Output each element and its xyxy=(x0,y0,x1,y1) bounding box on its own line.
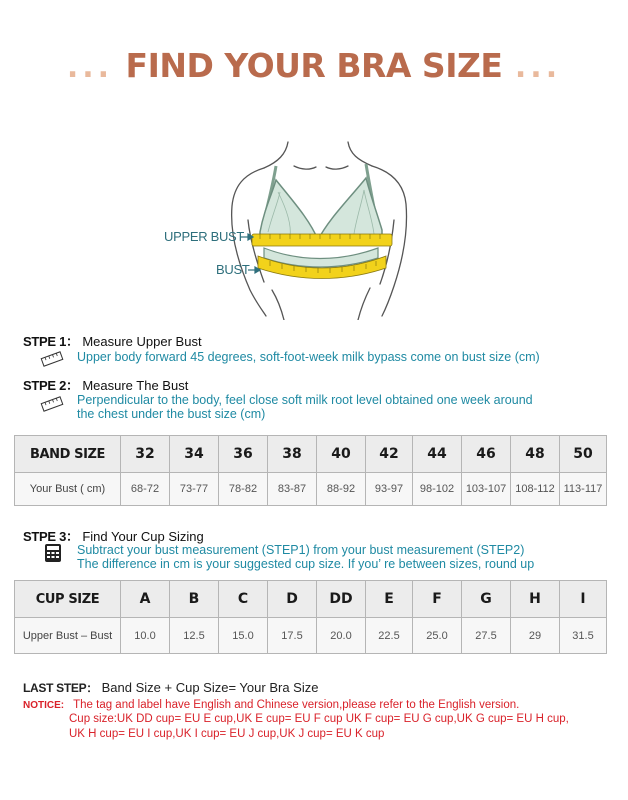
difference-cell: 15.0 xyxy=(219,618,268,654)
title-dots-right: ... xyxy=(514,50,562,85)
last-step-text: Band Size + Cup Size= Your Bra Size xyxy=(101,680,319,695)
step-2-title: Measure The Bust xyxy=(82,378,189,393)
step-2-label: STPE 2： xyxy=(23,378,79,393)
band-size-cell: 34 xyxy=(170,436,219,473)
step-3-description-line-1: Subtract your bust measurement (STEP1) from your bust measurement (STEP2) xyxy=(77,543,525,557)
upper-bust-label: UPPER BUST xyxy=(164,229,245,244)
bust-range-cell: 103-107 xyxy=(462,473,511,506)
cup-size-cell: D xyxy=(268,581,317,618)
bust-range-cell: 68-72 xyxy=(121,473,170,506)
your-bust-label: Your Bust ( cm) xyxy=(15,473,121,506)
band-size-cell: 50 xyxy=(560,436,607,473)
bust-range-cell: 78-82 xyxy=(219,473,268,506)
difference-cell: 20.0 xyxy=(317,618,366,654)
cup-size-cell: G xyxy=(462,581,511,618)
bust-label: BUST xyxy=(216,262,250,277)
bust-range-cell: 93-97 xyxy=(366,473,413,506)
page-title xyxy=(0,46,628,85)
last-step-label: LAST STEP： xyxy=(23,681,99,695)
measuring-tape-icon xyxy=(40,350,64,368)
measuring-tape-icon xyxy=(40,395,64,413)
difference-cell: 17.5 xyxy=(268,618,317,654)
bust-range-cell: 83-87 xyxy=(268,473,317,506)
band-size-cell: 46 xyxy=(462,436,511,473)
cup-size-cell: C xyxy=(219,581,268,618)
cup-size-cell: DD xyxy=(317,581,366,618)
cup-size-cell: B xyxy=(170,581,219,618)
step-2-description xyxy=(77,393,533,421)
difference-cell: 12.5 xyxy=(170,618,219,654)
bust-range-cell: 88-92 xyxy=(317,473,366,506)
bust-range-cell: 108-112 xyxy=(511,473,560,506)
step-2-description-line-1: Perpendicular to the body, feel close soft milk root level obtained one week around xyxy=(77,393,533,407)
cup-size-cell: H xyxy=(511,581,560,618)
step-1-title: Measure Upper Bust xyxy=(82,334,202,349)
cup-size-header-row xyxy=(15,581,607,618)
band-size-header-row xyxy=(15,436,607,473)
step-2-description-line-2: the chest under the bust size (cm) xyxy=(77,407,266,421)
difference-cell: 22.5 xyxy=(366,618,413,654)
upper-bust-minus-bust-label: Upper Bust – Bust xyxy=(15,618,121,654)
difference-cell: 25.0 xyxy=(413,618,462,654)
cup-size-cell: E xyxy=(366,581,413,618)
notice-line-3: UK H cup= EU I cup,UK I cup= EU J cup,UK J cup= EU K cup xyxy=(69,728,385,740)
calculator-icon xyxy=(44,543,62,563)
band-size-cell: 38 xyxy=(268,436,317,473)
cup-size-header-label: CUP SIZE xyxy=(15,581,121,618)
difference-cell: 27.5 xyxy=(462,618,511,654)
difference-cell: 10.0 xyxy=(121,618,170,654)
title-text: FIND YOUR BRA SIZE xyxy=(125,46,503,85)
difference-cell: 29 xyxy=(511,618,560,654)
cup-size-cell: A xyxy=(121,581,170,618)
band-size-cell: 32 xyxy=(121,436,170,473)
your-bust-row xyxy=(15,473,607,506)
band-size-header-label: BAND SIZE xyxy=(15,436,121,473)
cup-size-cell: F xyxy=(413,581,462,618)
notice xyxy=(23,698,519,713)
notice-label: NOTICE: xyxy=(23,700,65,711)
band-size-cell: 36 xyxy=(219,436,268,473)
bust-range-cell: 73-77 xyxy=(170,473,219,506)
step-2 xyxy=(23,375,188,394)
band-size-table xyxy=(14,435,607,506)
cup-size-table xyxy=(14,580,607,654)
band-size-cell: 44 xyxy=(413,436,462,473)
bust-range-cell: 113-117 xyxy=(560,473,607,506)
band-size-cell: 42 xyxy=(366,436,413,473)
notice-line-2: Cup size:UK DD cup= EU E cup,UK E cup= EU F cup UK F cup= EU G cup,UK G cup= EU H cup, xyxy=(69,713,569,725)
step-1-label: STPE 1： xyxy=(23,334,79,349)
bust-range-cell: 98-102 xyxy=(413,473,462,506)
band-size-cell: 48 xyxy=(511,436,560,473)
cup-size-cell: I xyxy=(560,581,607,618)
bust-measurement-illustration xyxy=(160,140,460,320)
title-dots-left: ... xyxy=(66,50,114,85)
step-1-description: Upper body forward 45 degrees, soft-foot-week milk bypass come on bust size (cm) xyxy=(77,350,540,364)
step-3-title: Find Your Cup Sizing xyxy=(82,529,204,544)
notice-line-1: The tag and label have English and Chinese version,please refer to the English version. xyxy=(73,699,520,711)
step-3-label: STPE 3： xyxy=(23,529,79,544)
band-size-cell: 40 xyxy=(317,436,366,473)
upper-bust-minus-bust-row xyxy=(15,618,607,654)
last-step xyxy=(23,679,318,696)
step-3-description-line-2: The difference in cm is your suggested cup size. If you’ re between sizes, round up xyxy=(77,557,535,571)
step-1 xyxy=(23,331,202,350)
step-3-description xyxy=(77,543,534,571)
difference-cell: 31.5 xyxy=(560,618,607,654)
